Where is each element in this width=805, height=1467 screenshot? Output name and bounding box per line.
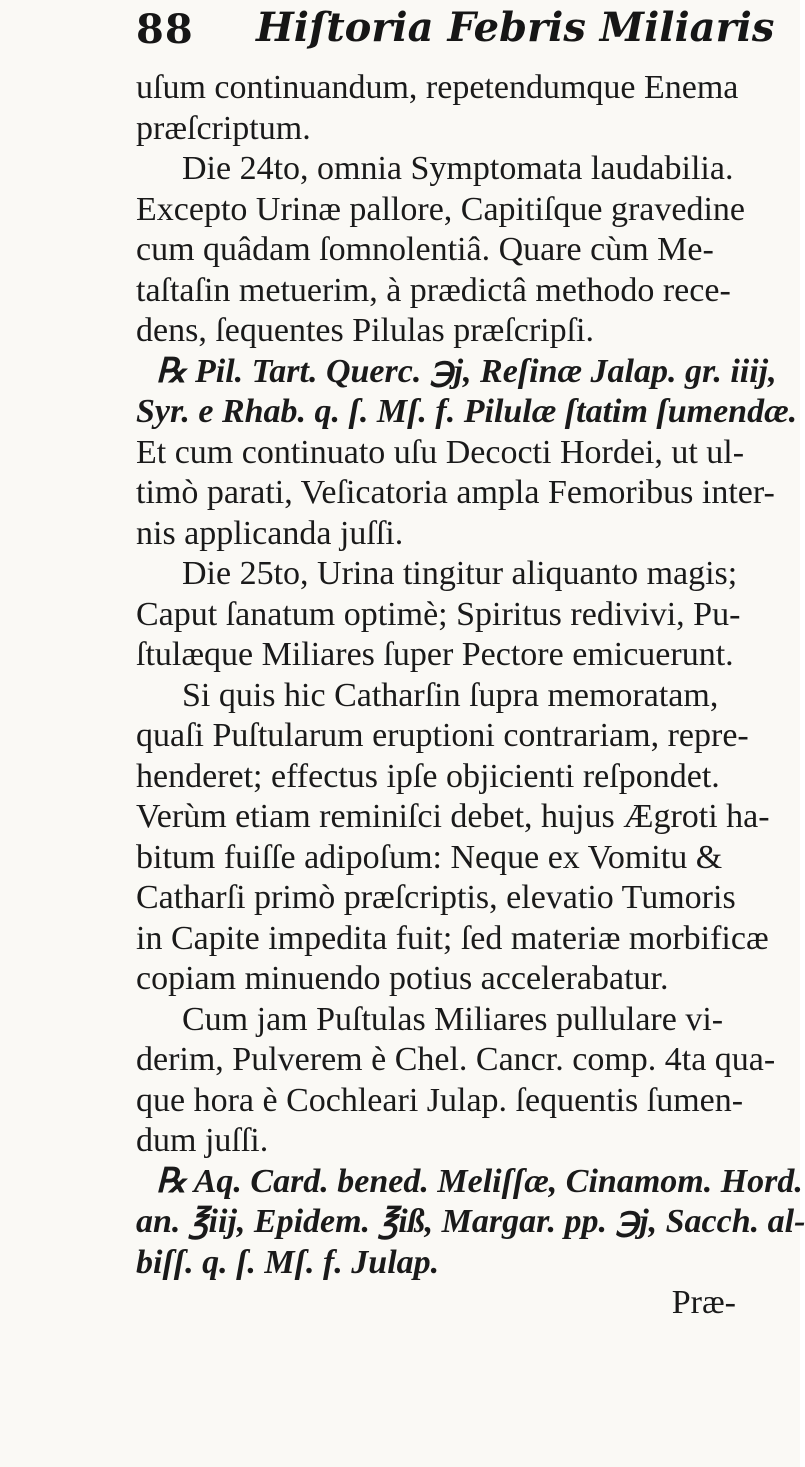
text-line: Cum jam Puſtulas Miliares pullulare vi- xyxy=(182,1000,724,1038)
text-line: Die 25to, Urina tingitur aliquanto magis; xyxy=(182,555,738,592)
text-line: Et cum continuato uſu Decocti Hordei, ut ul- xyxy=(136,433,745,471)
catchword: Præ- xyxy=(671,1284,736,1321)
text-line: quaſi Puſtularum eruptioni contrariam, repre- xyxy=(136,717,749,754)
text-line: Si quis hic Catharſin ſupra memoratam, xyxy=(182,676,719,714)
text-line: Excepto Urinæ pallore, Capitiſque gravedine xyxy=(136,190,745,228)
text-line: uſum continuandum, repetendumque Enema xyxy=(136,69,739,106)
text-line: cum quâdam ſomnolentiâ. Quare cùm Me- xyxy=(136,231,714,268)
text-line: derim, Pulverem è Chel. Cancr. comp. 4ta qua- xyxy=(136,1041,776,1078)
text-line: Caput ſanatum optimè; Spiritus redivivi, Pu- xyxy=(136,595,741,633)
text-line: dum juſſi. xyxy=(136,1122,269,1159)
text-line: copiam minuendo potius accelerabatur. xyxy=(136,960,669,997)
text-line: henderet; effectus ipſe objicienti reſpondet. xyxy=(136,757,720,795)
running-head: Hiſtoria Febris Miliaris xyxy=(256,4,775,51)
text-line: præſcriptum. xyxy=(136,109,311,147)
text-line: dens, ſequentes Pilulas præſcripſi. xyxy=(136,312,594,349)
text-line: ſtulæque Miliares ſuper Pectore emicuerunt. xyxy=(136,636,734,673)
text-line: Die 24to, omnia Symptomata laudabilia. xyxy=(182,150,734,187)
body-text xyxy=(136,68,805,1324)
text-line: Catharſi primò præſcriptis, elevatio Tumoris xyxy=(136,879,736,916)
prescription-line: Syr. e Rhab. q. ſ. Mſ. f. Pilulæ ſtatim ſumendæ. xyxy=(136,393,798,430)
page-header xyxy=(0,0,800,64)
prescription-line: ℞ Aq. Card. bened. Meliſſæ, Cinamom. Hord. xyxy=(156,1162,803,1200)
prescription-line: ℞ Pil. Tart. Querc. ℈j, Reſinæ Jalap. gr. iiij, xyxy=(156,352,777,390)
page-number: 88 xyxy=(136,6,194,53)
text-line: in Capite impedita fuit; ſed materiæ morbificæ xyxy=(136,919,769,957)
text-line: taſtaſin metuerim, à prædictâ methodo rece- xyxy=(136,271,731,309)
prescription-line: biſſ. q. ſ. Mſ. f. Julap. xyxy=(136,1243,440,1281)
text-line: nis applicanda juſſi. xyxy=(136,514,404,552)
text-line: bitum fuiſſe adipoſum: Neque ex Vomitu & xyxy=(136,838,723,876)
prescription-line: an. ℥iij, Epidem. ℥iß, Margar. pp. ℈j, Sacch. al- xyxy=(136,1203,805,1240)
text-line: timò parati, Veſicatoria ampla Femoribus inter- xyxy=(136,474,775,511)
catchword-line xyxy=(136,1283,736,1324)
text-line: que hora è Cochleari Julap. ſequentis ſumen- xyxy=(136,1081,744,1119)
text-line: Verùm etiam reminiſci debet, hujus Ægroti ha- xyxy=(136,798,770,835)
